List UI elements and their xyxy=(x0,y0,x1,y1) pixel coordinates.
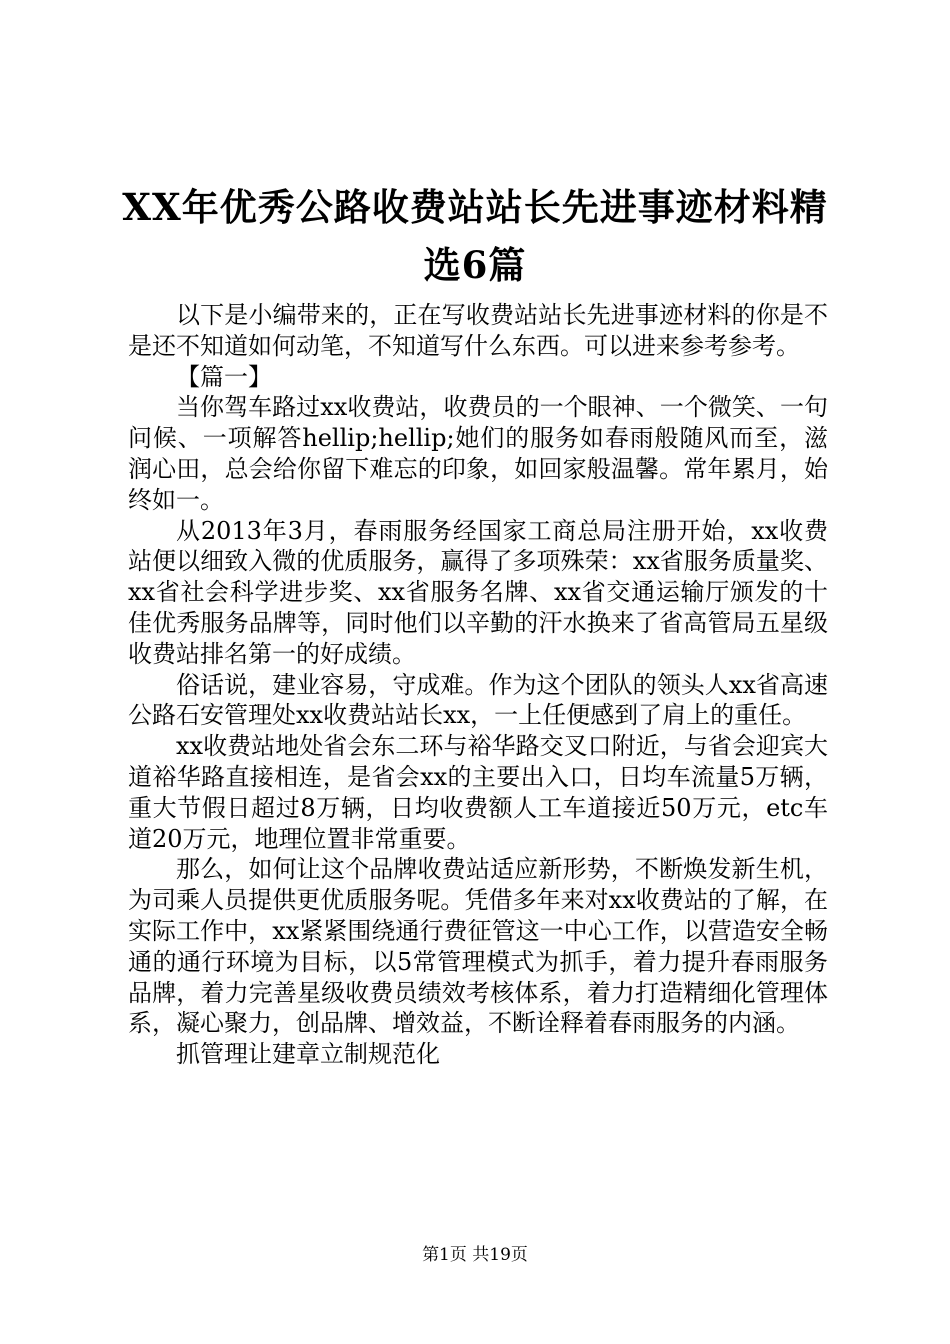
page-number-footer: 第1页 共19页 xyxy=(422,1245,528,1265)
paragraph: 抓管理让建章立制规范化 xyxy=(176,1040,440,1069)
paragraph: 当你驾车路过xx收费站，收费员的一个眼神、一个微笑、一句问候、一项解答hellip;hellip;她们的服务如春雨般随风而至，滋润心田，总会给你留下难忘的印象，如回家般温馨。常年累月，始终如一。 xyxy=(128,393,828,514)
paragraph: 那么，如何让这个品牌收费站适应新形势，不断焕发新生机，为司乘人员提供更优质服务呢。凭借多年来对xx收费站的了解，在实际工作中，xx紧紧围绕通行费征管这一中心工作，以营造安全畅通的通行环境为目标，以5常管理模式为抓手，着力提升春雨服务品牌，着力完善星级收费员绩效考核体系，着力打造精细化管理体系，凝心聚力，创品牌、增效益，不断诠释着春雨服务的内涵。 xyxy=(128,855,828,1038)
paragraph: 俗话说，建业容易，守成难。作为这个团队的领头人xx省高速公路石安管理处xx收费站站长xx，一上任便感到了肩上的重任。 xyxy=(128,670,828,730)
section-heading: 【篇一】 xyxy=(176,362,272,391)
paragraph: xx收费站地处省会东二环与裕华路交叉口附近，与省会迎宾大道裕华路直接相连，是省会xx的主要出入口，日均车流量5万辆，重大节假日超过8万辆，日均收费额人工车道接近50万元，etc车道20万元，地理位置非常重要。 xyxy=(128,732,828,853)
paragraph-intro: 以下是小编带来的，正在写收费站站长先进事迹材料的你是不是还不知道如何动笔，不知道写什么东西。可以进来参考参考。 xyxy=(128,301,828,360)
document-body xyxy=(128,300,828,1070)
document-title: XX年优秀公路收费站站长先进事迹材料精选6篇 xyxy=(122,185,828,287)
paragraph: 从2013年3月，春雨服务经国家工商总局注册开始，xx收费站便以细致入微的优质服务，赢得了多项殊荣：xx省服务质量奖、xx省社会科学进步奖、xx省服务名牌、xx省交通运输厅颁发的十佳优秀服务品牌等，同时他们以辛勤的汗水换来了省高管局五星级收费站排名第一的好成绩。 xyxy=(128,516,828,668)
